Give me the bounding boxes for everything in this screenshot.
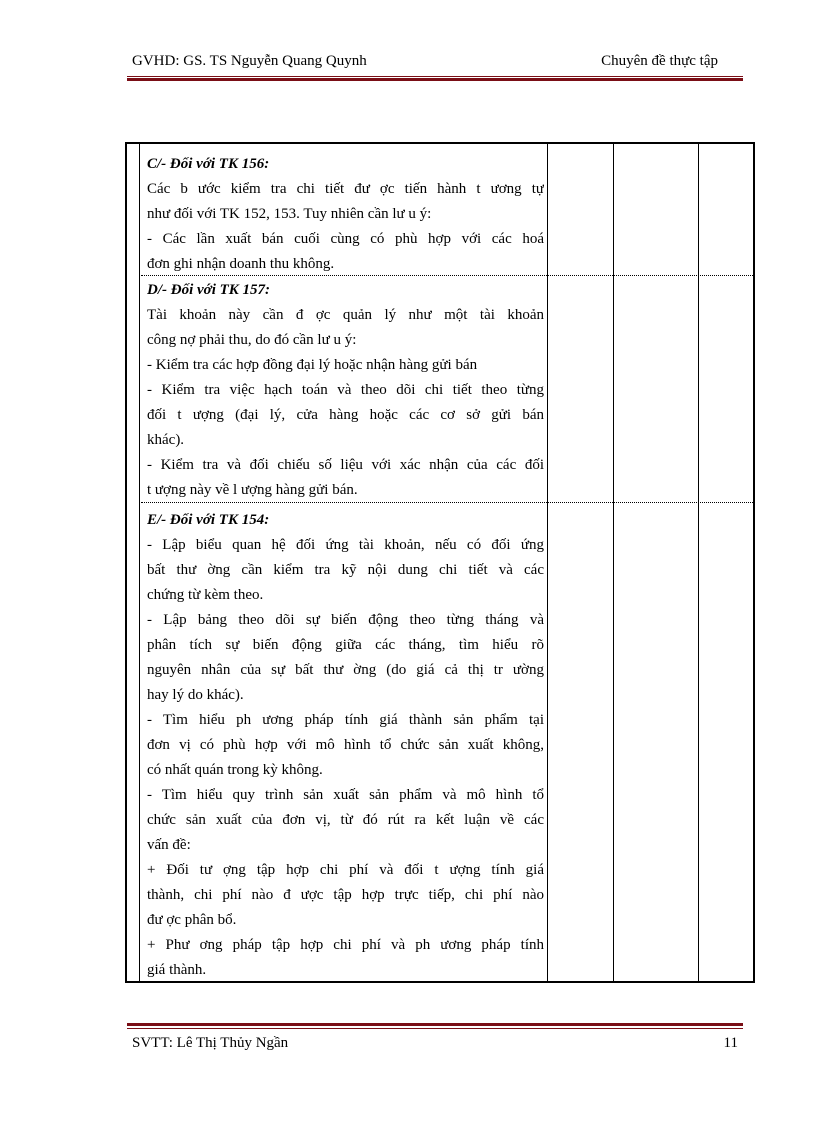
text-line: đơn vị có phù hợp với mô hình tổ chức sản xuất không, <box>147 737 544 753</box>
text-line: công nợ phải thu, do đó cần lư u ý: <box>147 332 357 348</box>
header-advisor: GVHD: GS. TS Nguyễn Quang Quynh <box>132 53 367 69</box>
table-column-divider-3 <box>698 144 699 981</box>
text-line: thành, chi phí nào đ ược tập hợp trực tiếp, chi phí nào <box>147 887 544 903</box>
text-line: - Kiểm tra các hợp đồng đại lý hoặc nhận hàng gửi bán <box>147 357 478 373</box>
text-line: bất thư ờng cần kiểm tra kỹ nội dung chi tiết và các <box>147 562 544 578</box>
text-line: đư ợc phân bổ. <box>147 912 237 928</box>
header-rule-thin <box>127 76 743 77</box>
section-heading: C/- Đối với TK 156: <box>147 156 270 172</box>
section-tk157 <box>147 278 544 503</box>
section-heading: E/- Đối với TK 154: <box>147 512 270 528</box>
text-line: - Tìm hiểu quy trình sản xuất sản phẩm và mô hình tổ <box>147 787 544 803</box>
page-footer <box>130 1035 740 1055</box>
text-line: Các b ước kiểm tra chi tiết đư ợc tiến hành t ương tự <box>147 181 544 197</box>
text-line: như đối với TK 152, 153. Tuy nhiên cần lư u ý: <box>147 206 432 222</box>
footer-rule-thin <box>127 1028 743 1029</box>
page-number: 11 <box>723 1035 738 1051</box>
text-line: giá thành. <box>147 962 207 978</box>
text-line: đơn ghi nhận doanh thu không. <box>147 256 335 272</box>
header-title: Chuyên đề thực tập <box>601 53 718 69</box>
text-line: + Đối tư ợng tập hợp chi phí và đối t ượng tính giá <box>147 862 544 878</box>
text-line: - Tìm hiểu ph ương pháp tính giá thành sản phẩm tại <box>147 712 544 728</box>
text-line: phân tích sự biến động giữa các tháng, tìm hiểu rõ <box>147 637 544 653</box>
header-rule-thick <box>127 78 743 81</box>
text-line: Tài khoản này cần đ ợc quản lý như một tài khoản <box>147 307 544 323</box>
text-line: chứng từ kèm theo. <box>147 587 264 603</box>
footer-rule-thick <box>127 1023 743 1026</box>
section-tk156 <box>147 152 544 277</box>
text-line: - Kiểm tra việc hạch toán và theo dõi chi tiết theo từng <box>147 382 544 398</box>
text-line: - Lập biểu quan hệ đối ứng tài khoản, nếu có đối ứng <box>147 537 544 553</box>
text-line: hay lý do khác). <box>147 687 244 703</box>
page-header <box>130 53 720 73</box>
table-inner-left-line <box>139 144 140 981</box>
text-line: t ượng này về l ượng hàng gửi bán. <box>147 482 358 498</box>
footer-student: SVTT: Lê Thị Thủy Ngần <box>132 1035 289 1051</box>
text-line: - Các lần xuất bán cuối cùng có phù hợp với các hoá <box>147 231 544 247</box>
section-heading: D/- Đối với TK 157: <box>147 282 271 298</box>
text-line: vấn đề: <box>147 837 191 853</box>
text-line: chức sản xuất của đơn vị, từ đó rút ra kết luận về các <box>147 812 544 828</box>
text-line: - Lập bảng theo dõi sự biến động theo từng tháng và <box>147 612 544 628</box>
table-column-divider-2 <box>613 144 614 981</box>
text-line: có nhất quán trong kỳ không. <box>147 762 323 778</box>
text-line: + Phư ơng pháp tập hợp chi phí và ph ương pháp tính <box>147 937 544 953</box>
text-line: đối t ượng (đại lý, cửa hàng hoặc các cơ sở gửi bán <box>147 407 544 423</box>
section-tk154 <box>147 508 544 983</box>
text-line: - Kiểm tra và đối chiếu số liệu với xác nhận của các đối <box>147 457 544 473</box>
text-line: nguyên nhân của sự bất thư ờng (do giá cả thị tr ường <box>147 662 544 678</box>
text-line: khác). <box>147 432 185 448</box>
table-column-divider-1 <box>547 144 548 981</box>
audit-table <box>125 142 755 983</box>
